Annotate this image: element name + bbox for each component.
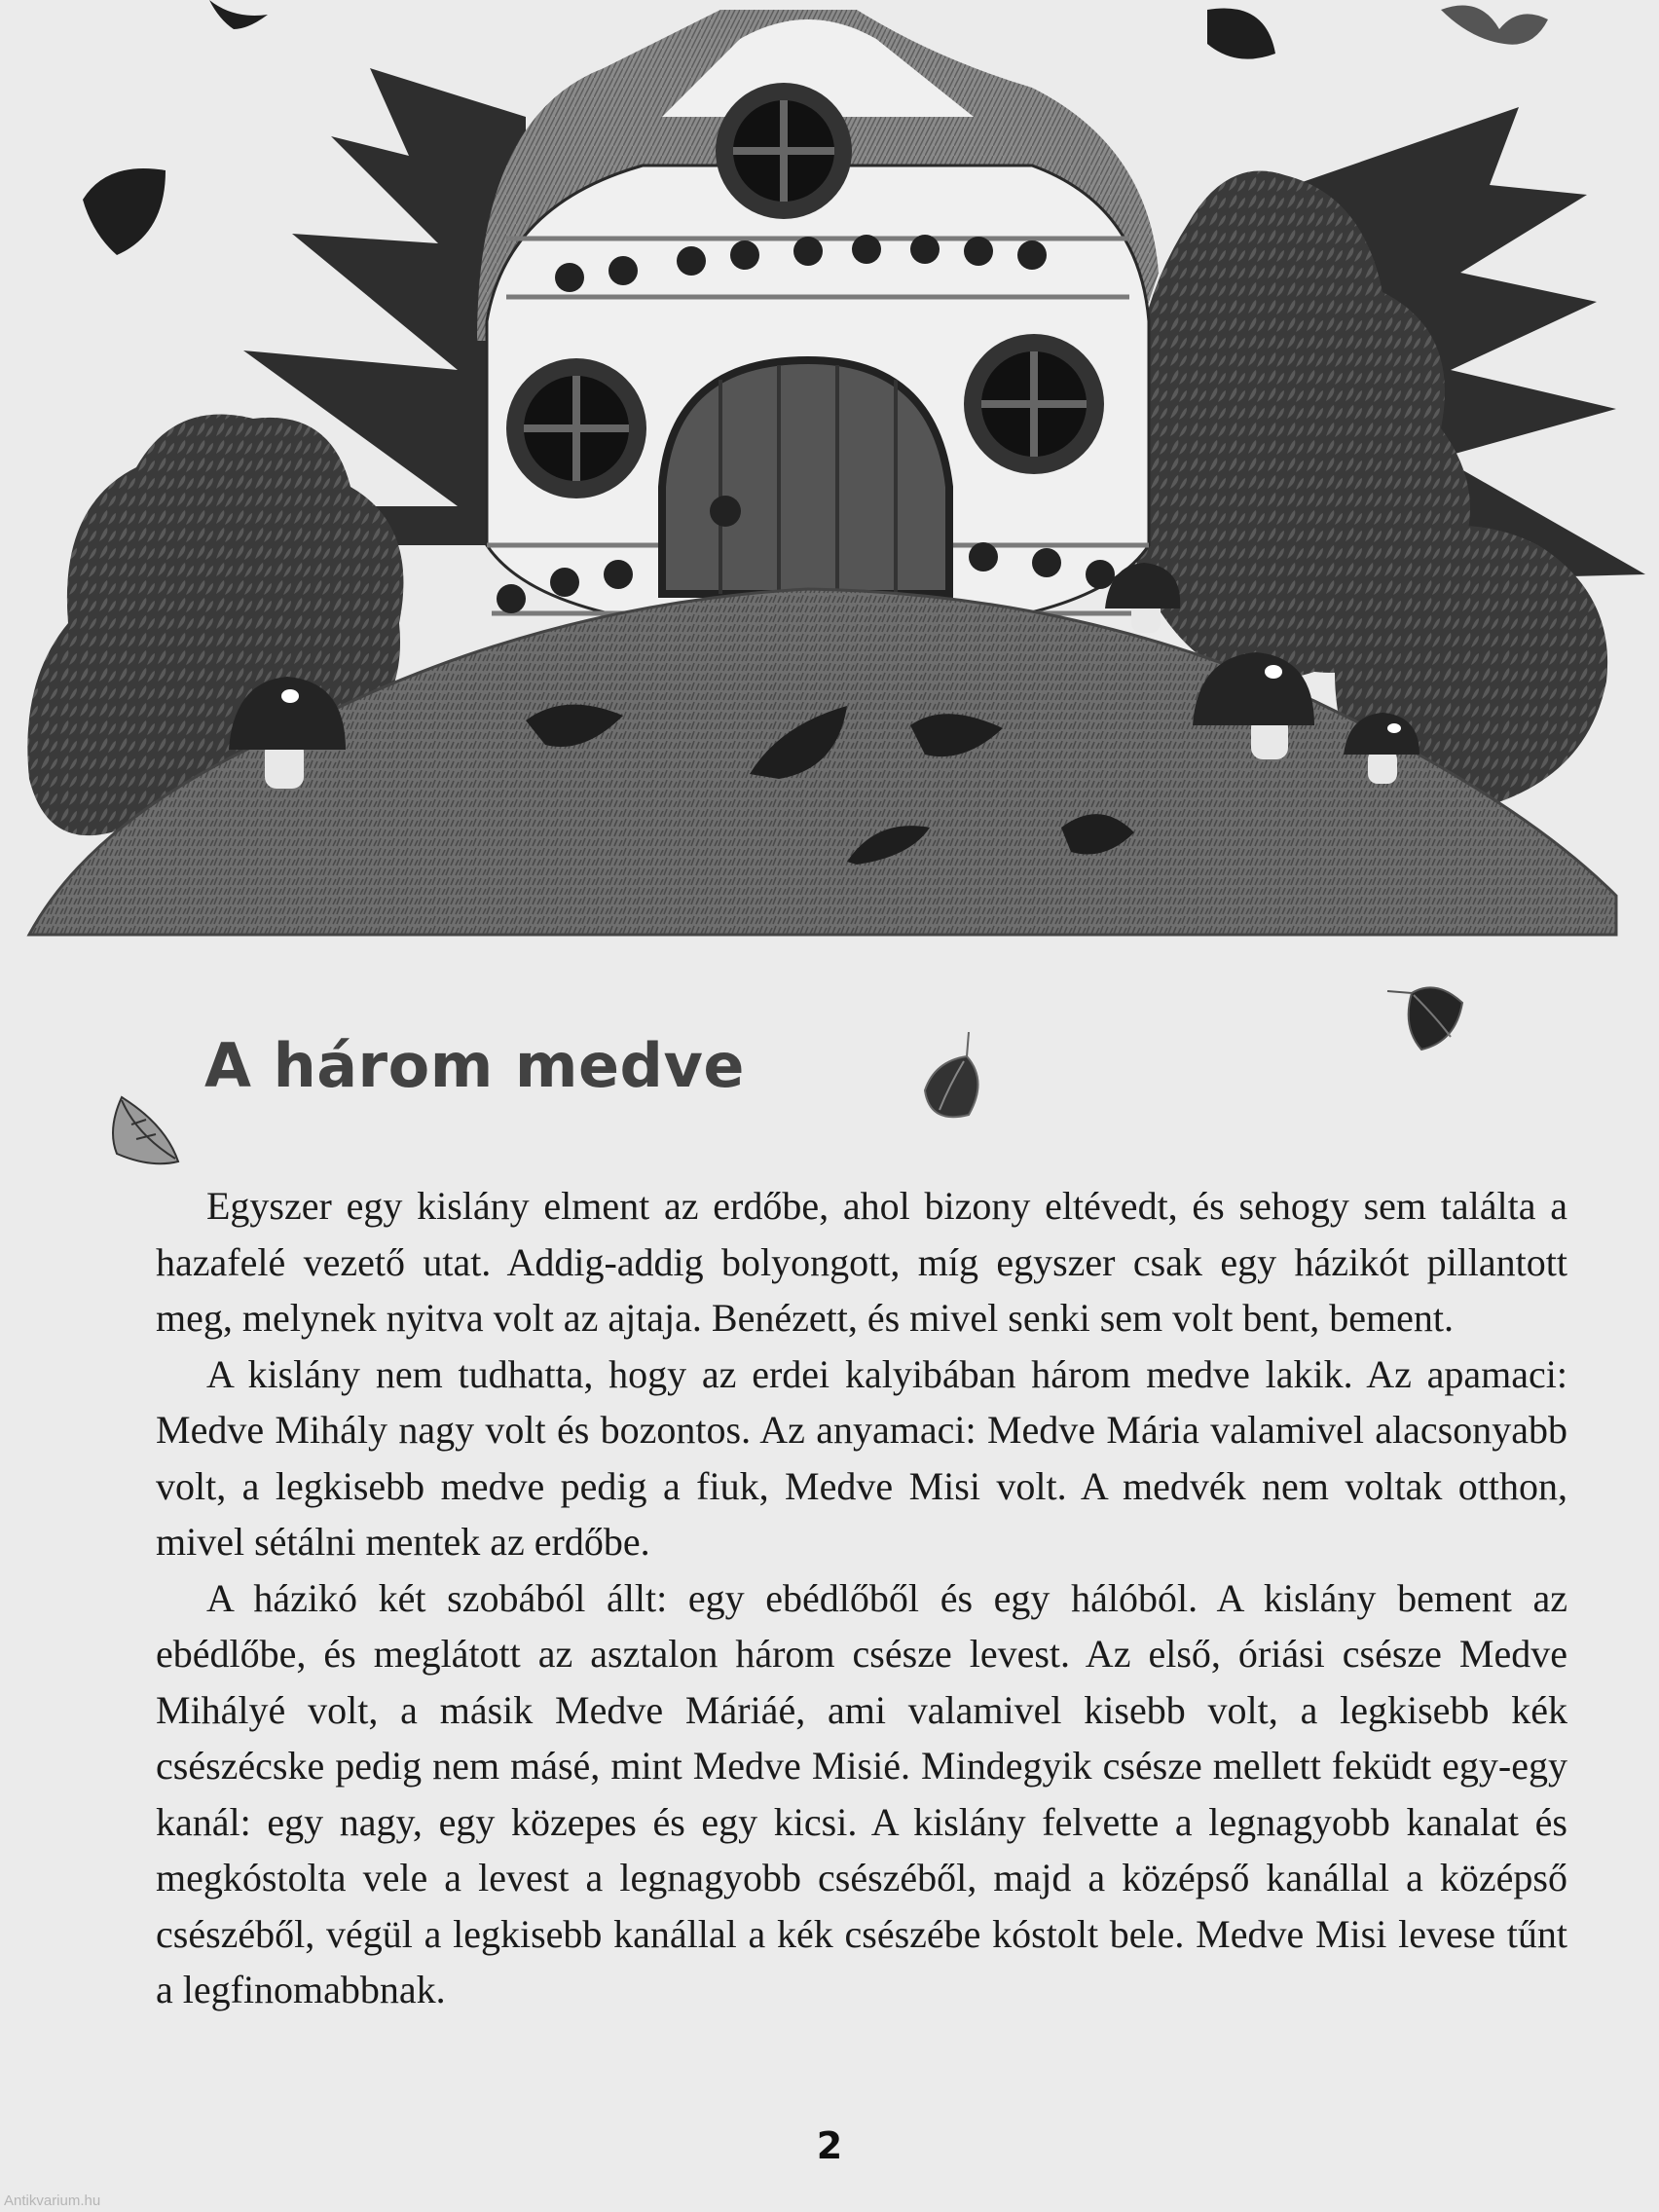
butterfly-icon: [1441, 6, 1548, 45]
page-title: A három medve: [204, 1030, 745, 1101]
paragraph: Egyszer egy kislány elment az erdőbe, ahol bizony eltévedt, és sehogy sem találta a hazafelé vezető utat. Addig-addig bolyongott, míg egyszer csak egy házikót pillantott meg, melynek nyitva volt az ajtaja. Benézett, és mivel senki sem volt bent, bement.: [156, 1184, 1567, 1340]
cottage-door: [662, 360, 949, 594]
forest-cottage-illustration: [0, 0, 1659, 964]
paragraph: A házikó két szobából állt: egy ebédlőből és egy hálóból. A kislány bement az ebédlőbe, és meglátott az asztalon három csésze levest. Az első, óriási csésze Medve Mihályé volt, a másik Medve Máriáé, ami valamivel kisebb volt, a legkisebb kék csészécske pedig nem másé, mint Medve Misié. Mindegyik csésze mellett feküdt egy-egy kanál: egy nagy, egy közepes és egy kicsi. A kislány felvette a legnagyobb kanalat és megkóstolta vele a levest a legnagyobb csészéből, majd a középső kanállal a középső csészéből, végül a legkisebb kanállal a kék csészébe kóstolt bele. Medve Misi levese tűnt a legfinomabbnak.: [156, 1575, 1567, 2011]
leaf-icon: [83, 168, 166, 255]
watermark: Antikvarium.hu: [4, 2193, 101, 2209]
cottage-icon: [477, 10, 1159, 633]
round-window: [506, 358, 646, 498]
round-window: [964, 334, 1104, 474]
leaf-icon: [1382, 974, 1470, 1056]
page-number: 2: [816, 2124, 843, 2167]
bird-icon: [209, 0, 268, 29]
leaf-icon: [102, 1095, 180, 1168]
leaf-icon: [920, 1032, 988, 1129]
round-window: [716, 83, 852, 219]
paragraph: A kislány nem tudhatta, hogy az erdei kalyibában három medve lakik. Az apamaci: Medve Mihály nagy volt és bozontos. Az anyamaci: Medve Mária valamivel alacsonyabb volt, a legkisebb medve pedig a fiuk, Medve Misi volt. A medvék nem voltak otthon, mivel sétálni mentek az erdőbe.: [156, 1351, 1567, 1564]
leaf-icon: [1207, 8, 1275, 58]
story-text: [156, 1178, 1567, 2018]
